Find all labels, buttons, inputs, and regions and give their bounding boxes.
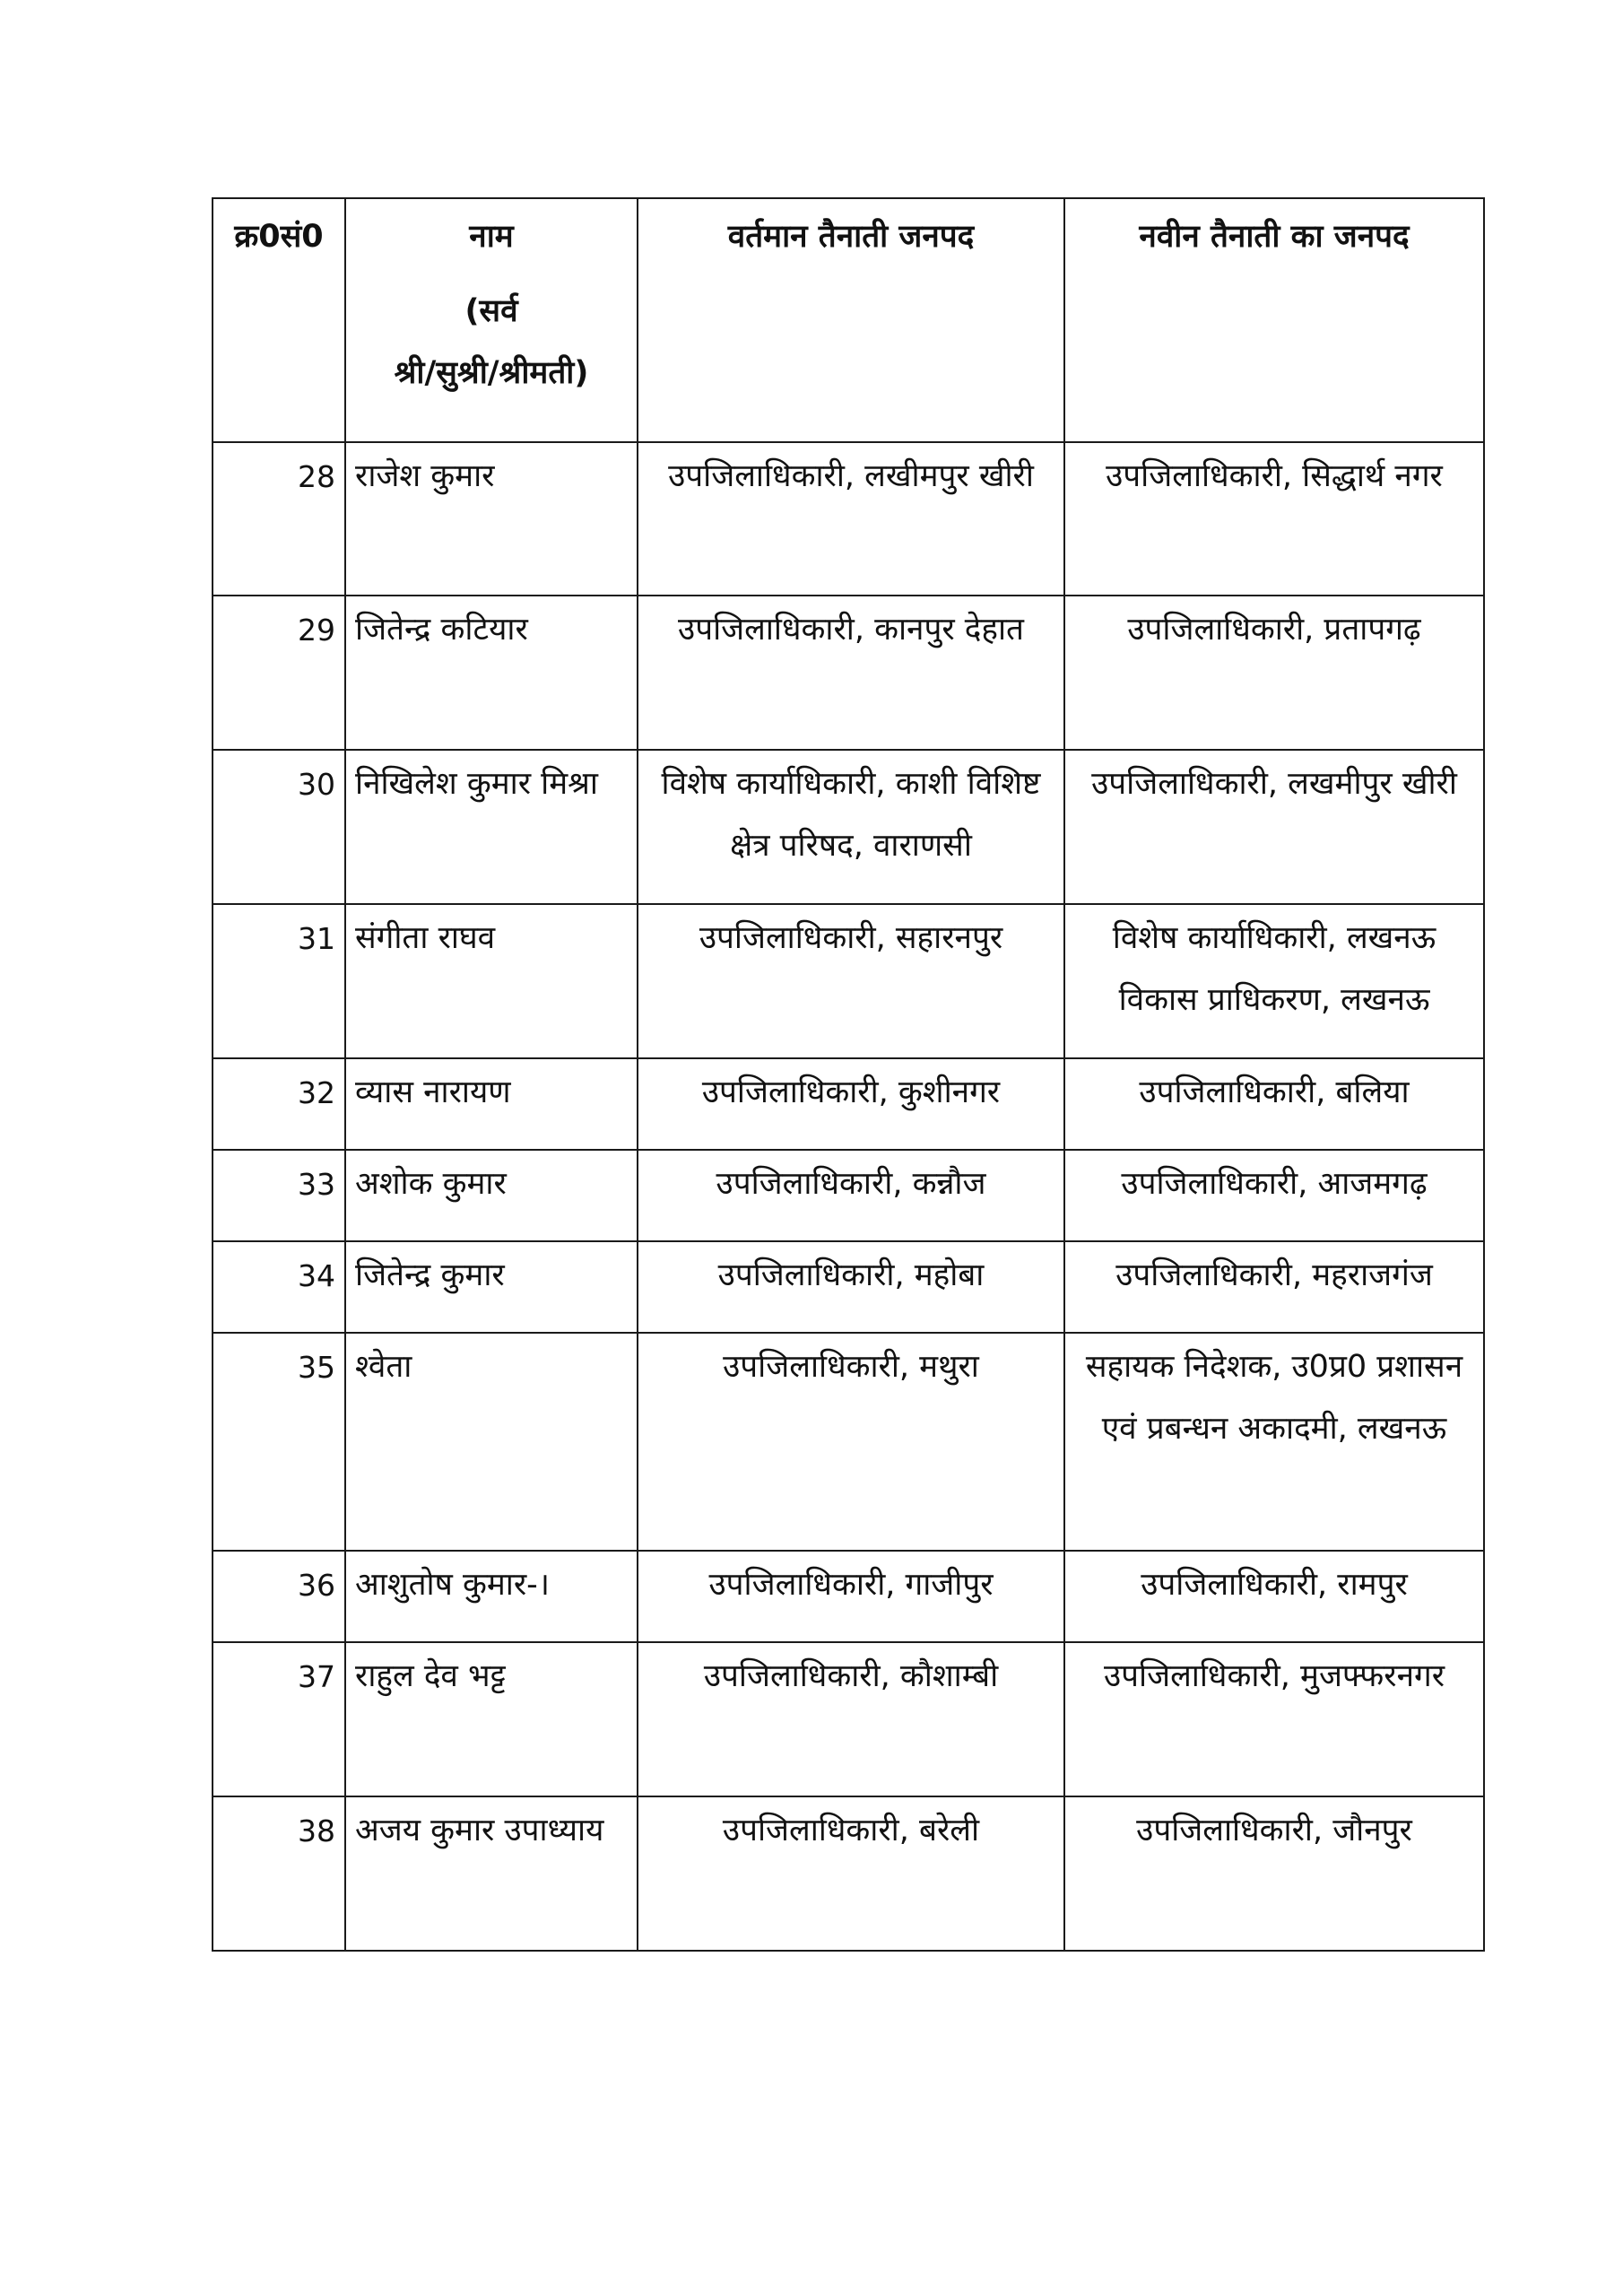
header-name-line1: नाम [469,219,514,255]
header-new-posting: नवीन तैनाती का जनपद [1064,198,1484,442]
row-current-posting: उपजिलाधिकारी, कानपुर देहात [638,596,1064,750]
row-current-posting: उपजिलाधिकारी, लखीमपुर खीरी [638,442,1064,596]
table-row [213,1241,1484,1333]
row-name: अशोक कुमार [345,1150,638,1241]
row-current-posting: उपजिलाधिकारी, सहारनपुर [638,904,1064,1058]
row-name: आशुतोष कुमार-। [345,1551,638,1642]
table-row [213,1551,1484,1642]
row-serial-number: 36 [213,1551,345,1642]
row-name: अजय कुमार उपाध्याय [345,1796,638,1951]
row-serial-number: 29 [213,596,345,750]
table-row [213,1642,1484,1796]
row-name: जितेन्द्र कटियार [345,596,638,750]
row-name: संगीता राघव [345,904,638,1058]
row-serial-number: 37 [213,1642,345,1796]
row-name: श्वेता [345,1333,638,1551]
row-name: राजेश कुमार [345,442,638,596]
row-new-posting: उपजिलाधिकारी, सिद्धार्थ नगर [1064,442,1484,596]
row-new-posting: उपजिलाधिकारी, महराजगंज [1064,1241,1484,1333]
row-serial-number: 38 [213,1796,345,1951]
row-serial-number: 30 [213,750,345,904]
row-new-posting: सहायक निदेशक, उ0प्र0 प्रशासन एवं प्रबन्धन अकादमी, लखनऊ [1064,1333,1484,1551]
row-new-posting: उपजिलाधिकारी, मुजफ्फरनगर [1064,1642,1484,1796]
row-new-posting: उपजिलाधिकारी, आजमगढ़ [1064,1150,1484,1241]
row-new-posting: उपजिलाधिकारी, बलिया [1064,1058,1484,1150]
row-new-posting: उपजिलाधिकारी, लखमीपुर खीरी [1064,750,1484,904]
row-new-posting: उपजिलाधिकारी, जौनपुर [1064,1796,1484,1951]
row-serial-number: 32 [213,1058,345,1150]
row-current-posting: उपजिलाधिकारी, कौशाम्बी [638,1642,1064,1796]
row-name: निखिलेश कुमार मिश्रा [345,750,638,904]
row-new-posting: उपजिलाधिकारी, प्रतापगढ़ [1064,596,1484,750]
row-new-posting: उपजिलाधिकारी, रामपुर [1064,1551,1484,1642]
row-current-posting: उपजिलाधिकारी, गाजीपुर [638,1551,1064,1642]
row-current-posting: उपजिलाधिकारी, मथुरा [638,1333,1064,1551]
table-row [213,1150,1484,1241]
transfer-table [212,197,1485,1952]
table-row [213,596,1484,750]
header-name [345,198,638,442]
row-current-posting: उपजिलाधिकारी, बरेली [638,1796,1064,1951]
row-serial-number: 34 [213,1241,345,1333]
row-current-posting: उपजिलाधिकारी, महोबा [638,1241,1064,1333]
row-serial-number: 31 [213,904,345,1058]
row-serial-number: 33 [213,1150,345,1241]
row-name: राहुल देव भट्ट [345,1642,638,1796]
row-serial-number: 28 [213,442,345,596]
table-row [213,750,1484,904]
row-current-posting: उपजिलाधिकारी, कुशीनगर [638,1058,1064,1150]
row-current-posting: उपजिलाधिकारी, कन्नौज [638,1150,1064,1241]
header-name-line2: (सर्व [464,293,518,329]
table-row [213,1333,1484,1551]
row-current-posting: विशेष कार्याधिकारी, काशी विशिष्ट क्षेत्र परिषद, वाराणसी [638,750,1064,904]
header-serial-number: क्र0सं0 [213,198,345,442]
table-row [213,904,1484,1058]
table-row [213,442,1484,596]
row-name: जितेन्द्र कुमार [345,1241,638,1333]
row-name: व्यास नारायण [345,1058,638,1150]
table-header-row [213,198,1484,442]
row-serial-number: 35 [213,1333,345,1551]
header-current-posting: वर्तमान तैनाती जनपद [638,198,1064,442]
row-new-posting: विशेष कार्याधिकारी, लखनऊ विकास प्राधिकरण, लखनऊ [1064,904,1484,1058]
header-name-line3: श्री/सुश्री/श्रीमती) [394,355,589,391]
table-row [213,1796,1484,1951]
table-row [213,1058,1484,1150]
